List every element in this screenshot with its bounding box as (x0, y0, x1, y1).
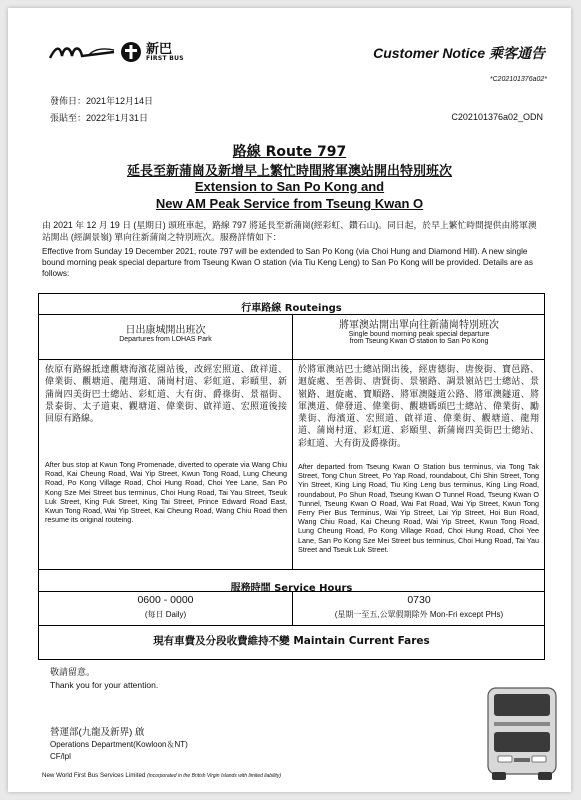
left-service-time: 0600 - 0000 (137, 594, 194, 606)
barcode-ref: *C202101376a02* (489, 76, 547, 83)
department-en: Operations Department(Kowloon＆NT) (50, 740, 188, 749)
company-incorporation-note: (incorporated in the British Virgin Islands with limited liability) (147, 773, 281, 779)
left-column-heading (39, 321, 292, 343)
department-ref: CF/lpl (50, 752, 71, 761)
right-route-cn: 於將軍澳站巴士總站開出後，經唐德街、唐俊街、寶邑路、迴旋處、至善街、唐賢街、景嶺路、調景嶺站巴士總站、景嶺路、迴旋處、寶順路、將軍澳隧道公路、將軍澳隧道、將軍澳道、偉發道、偉業街、觀塘碼頭巴士總站、偉業街、勵業街、海濱道、宏照道、啟祥道、偉業街、觀塘道、龍翔道、蒲崗村道、彩虹道、彩頤里、新蒲崗四美街巴士總站、彩虹道、大有街及爵祿街。 (298, 364, 539, 448)
headline-en-line1: Extension to San Po Kong and (194, 179, 385, 194)
left-service-days: (每日 Daily) (144, 610, 187, 619)
table-divider (39, 569, 544, 570)
right-heading-en-line2: from Tseung Kwan O station to San Po Kong (349, 338, 489, 345)
brand-name-cn: 新巴 (146, 41, 173, 57)
right-route-en: After departed from Tseung Kwan O Station bus terminus, via Tong Tak Street, Tong Chun Street, Po Yap Road, roundabout, Chi Shin Street, Tong Yin Street, King Ling Road, Tiu King Leng bus terminus, King Ling Road, roundabout, Po Shun Road, Tseung Kwan O Tunnel Road, Tseung Kwan O Tunnel, Tseung Kwan O Road, Wai Fat Road, Wai Yip Street, Kwun Tong Ferry Pier Bus Terminus, Wai Yip Street, Lai Yip Street, Hoi Bun Road, Wang Chiu Road, Kai Cheung Road, Wai Yip Street, Kwun Tong Road, Lung Cheung Road, Po Kong Village Road, Choi Hung Road, Choi Yee Lane, San Po Kong Sze Mei Street bus terminus, Choi Hung Road, Tai Yau Street and Tseuk Luk Street. (298, 462, 539, 554)
thanks-en: Thank you for your attention. (50, 680, 159, 690)
headline-route: 路線 Route 797 (232, 144, 347, 160)
right-column-heading (293, 316, 545, 345)
issue-date: 發佈日：2021年12月14日 (50, 96, 154, 106)
company-name: New World First Bus Services Limited (42, 772, 146, 779)
headline-cn: 延長至新蒲崗及新增早上繁忙時間將軍澳站開出特別班次 (126, 164, 452, 179)
right-heading-en-line1: Single bound morning peak special departure (348, 331, 490, 338)
right-service-days: (星期一至五,公眾假期除外 Mon-Fri except PHs) (334, 610, 504, 619)
right-service-time: 0730 (407, 594, 431, 606)
table-divider (39, 625, 544, 626)
company-footer (42, 772, 281, 779)
post-until-date: 張貼至：2022年1月31日 (50, 113, 149, 123)
right-heading-cn: 將軍澳站開出單向往新蒲崗特別班次 (339, 320, 499, 331)
routeing-heading: 行車路線 Routeings (241, 303, 342, 314)
table-column-divider (292, 359, 293, 569)
logo-swoosh-icon (48, 38, 118, 66)
headline-en-line2: New AM Peak Service from Tseung Kwan O (155, 196, 424, 211)
reference-code: C202101376a02_ODN (451, 112, 543, 122)
fares-statement: 現有車費及分段收費維持不變 Maintain Current Fares (153, 635, 430, 647)
notice-title: Customer Notice 乘客通告 (373, 45, 545, 61)
left-heading-cn: 日出康城開出班次 (125, 325, 206, 336)
first-bus-logo (48, 38, 184, 66)
service-hours-heading: 服務時間 Service Hours (230, 583, 353, 594)
left-route-en: After bus stop at Kwun Tong Promenade, diverted to operate via Wang Chiu Road, Kai Cheung Road, Wai Yip Street, Kwun Tong Road, Lung Cheung Road, Po Kong Village Road, Choi Hung Road, Choi Yee Lane, San Po Kong Sze Mei Street bus terminus, Choi Hung Road, Tai Yau Street, Tseuk Luk Street, King Fuk Street, King Tai Street, Prince Edward Road East, Kwun Tong Road, Wai Yip Street, Kai Cheung Road, Wang Chiu Road then resume its original routeing. (45, 460, 287, 525)
logo-text (146, 43, 184, 62)
logo-badge-icon (120, 41, 142, 63)
double-decker-bus-icon (484, 684, 560, 784)
left-route-cn: 依原有路線抵達觀塘海濱花園站後，改經宏照道、啟祥道、偉業街、觀塘道、龍翔道、蒲崗村道、彩虹道、彩頤里、新蒲崗四美街巴士總站、彩虹道、大有街、爵祿街、景福街、景泰街、太子道東、觀塘道、偉業街、啟祥道、宏照道後接回原有路線。 (45, 364, 287, 424)
intro-paragraph-en: Effective from Sunday 19 December 2021, route 797 will be extended to San Po Kong (via Choi Hung and Diamond Hill). A new single bound morning peak special departure from Tseung Kwan O station (via Tiu Keng Leng) to San Po Kong will be provided. Details are as follows: (42, 247, 533, 278)
department-cn: 營運部(九龍及新界) 啟 (50, 727, 145, 738)
left-heading-en: Departures from LOHAS Park (119, 336, 212, 343)
service-table (38, 293, 545, 660)
brand-name-en: FIRST BUS (146, 54, 184, 62)
intro-paragraph-cn: 由 2021 年 12 月 19 日 (星期日) 頭班車起，路線 797 將延長至新蒲崗(經彩虹、鑽石山)。同日起，於早上繁忙時間提供由將軍澳站開出 (經調景嶺) 單向往新蒲崗之特別班次。服務詳情如下： (42, 220, 537, 242)
thanks-cn: 敬請留意。 (50, 667, 96, 677)
notice-sheet (8, 8, 571, 792)
